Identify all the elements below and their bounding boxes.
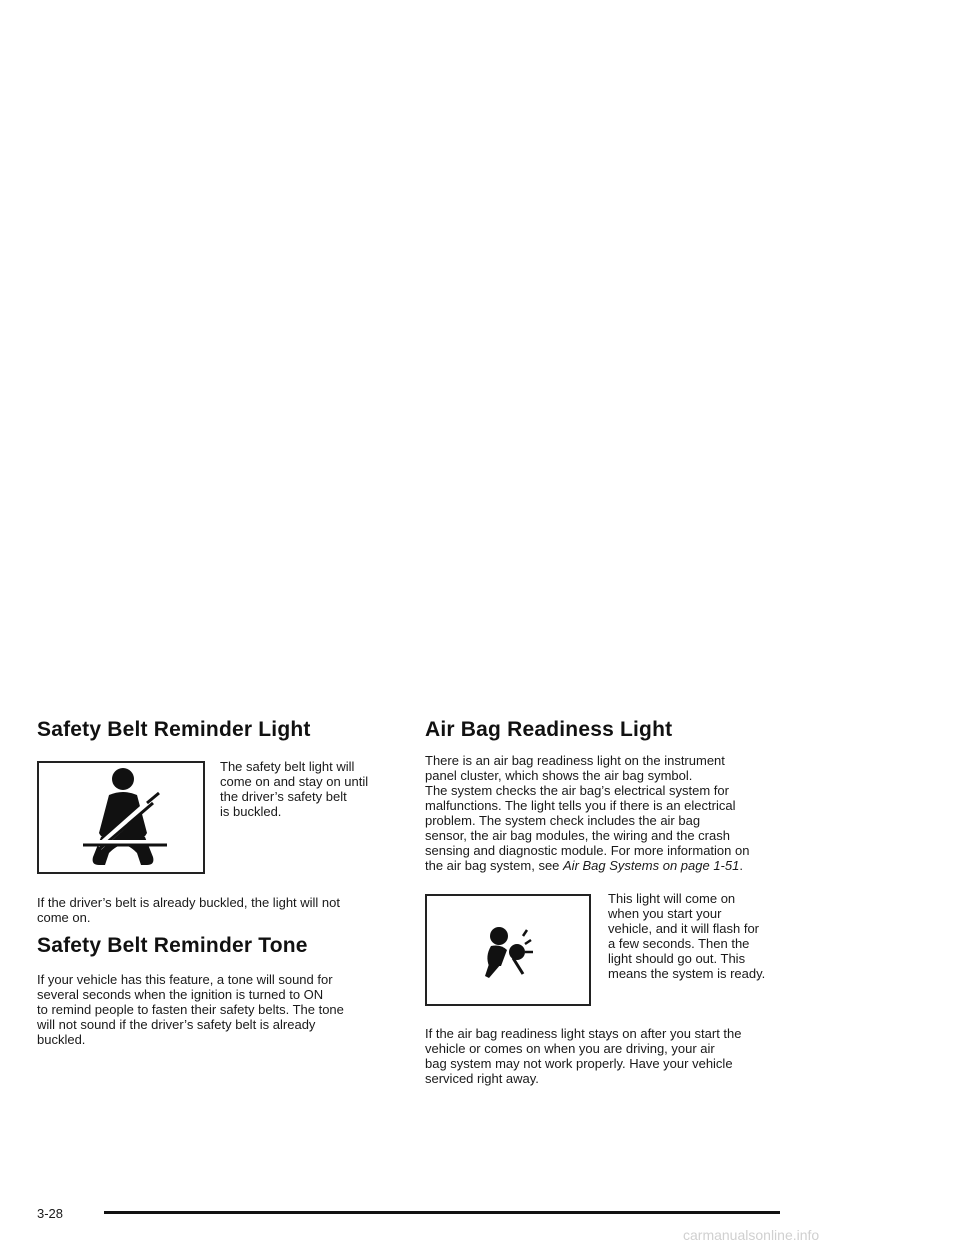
safety-belt-icon [39,763,203,872]
text-line: the driver’s safety belt [220,789,347,804]
text-line: The safety belt light will [220,759,355,774]
safety-belt-icon-box [37,761,205,874]
text-line: problem. The system check includes the air bag [425,813,701,828]
heading-air-bag-readiness-light: Air Bag Readiness Light [425,718,673,741]
airbag-light-description [608,891,788,981]
text-line: to remind people to fasten their safety belts. The tone [37,1002,344,1017]
text-line: a few seconds. Then the [608,936,750,951]
text-line: serviced right away. [425,1071,539,1086]
air-bag-icon-box [425,894,591,1006]
watermark: carmanualsonline.info [683,1227,820,1243]
heading-safety-belt-reminder-light: Safety Belt Reminder Light [37,718,311,741]
text-line: sensor, the air bag modules, the wiring and the crash [425,828,730,843]
text-line: If your vehicle has this feature, a tone will sound for [37,972,333,987]
text-line: buckled. [37,1032,86,1047]
heading-safety-belt-reminder-tone: Safety Belt Reminder Tone [37,934,308,957]
text-fragment: the air bag system, see [425,858,564,873]
airbag-systems-reference-link[interactable]: Air Bag Systems on page 1-51 [563,858,740,873]
airbag-warning [425,1026,790,1086]
text-line: The system checks the air bag’s electrical system for [425,783,729,798]
text-line: sensing and diagnostic module. For more information on [425,843,750,858]
text-line: will not sound if the driver’s safety belt is already [37,1017,316,1032]
text-line: vehicle, and it will flash for [608,921,760,936]
text-line: light should go out. This [608,951,746,966]
text-line: come on and stay on until [220,774,369,789]
text-line: when you start your [608,906,722,921]
text-line: come on. [37,910,91,925]
text-line: There is an air bag readiness light on the instrument [425,753,725,768]
text-line: This light will come on [608,891,736,906]
footer-divider [104,1211,780,1214]
text-line: is buckled. [220,804,282,819]
airbag-intro [425,753,790,873]
text-line: several seconds when the ignition is turned to ON [37,987,324,1002]
page-number: 3-28 [37,1206,64,1221]
air-bag-icon [427,896,589,1004]
text-line: vehicle or comes on when you are driving, your air [425,1041,715,1056]
text-line: If the air bag readiness light stays on after you start the [425,1026,742,1041]
text-line: If the driver’s belt is already buckled, the light will not [37,895,341,910]
reminder-tone-description [37,972,387,1047]
reminder-light-note [37,895,382,925]
text-line: malfunctions. The light tells you if there is an electrical [425,798,736,813]
text-line: panel cluster, which shows the air bag symbol. [425,768,693,783]
text-fragment: . [739,858,743,873]
text-line: means the system is ready. [608,966,766,981]
text-line: bag system may not work properly. Have your vehicle [425,1056,733,1071]
reminder-light-description [220,759,390,819]
text-line [425,858,790,873]
